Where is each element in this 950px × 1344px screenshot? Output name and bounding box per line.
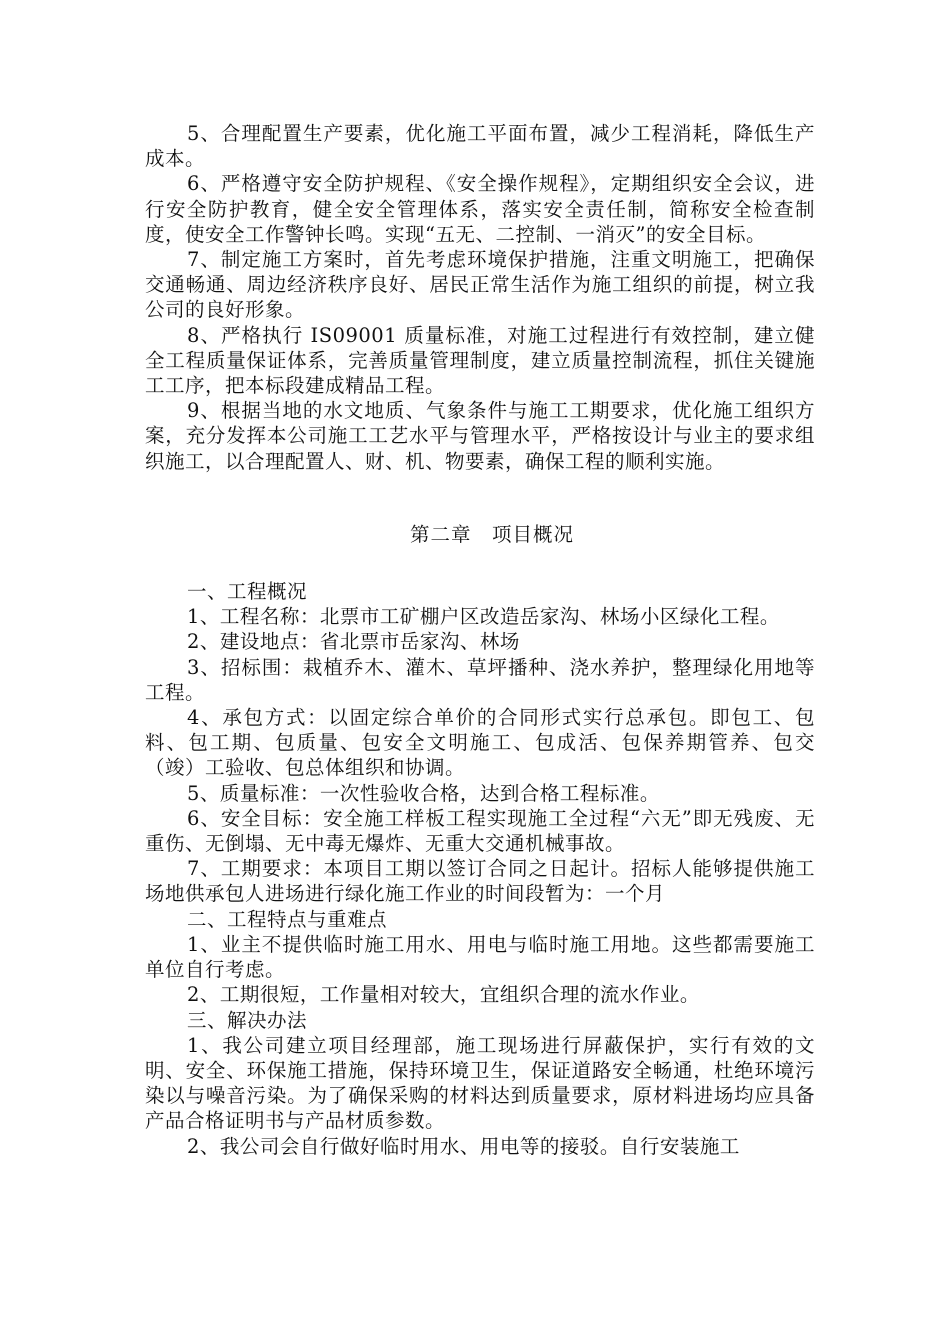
paragraph-schedule: 7、工期要求：本项目工期以签订合同之日起计。招标人能够提供施工场地供承包人进场进行绿化施工作业的时间段暂为：一个月 [145,857,815,906]
paragraph-project-name: 1、工程名称：北票市工矿棚户区改造岳家沟、林场小区绿化工程。 [187,605,780,629]
paragraph-solution-2: 2、我公司会自行做好临时用水、用电等的接驳。自行安装施工 [187,1134,740,1158]
section-heading-project-overview: 一、工程概况 [187,580,308,604]
paragraph-quality-standard: 5、质量标准：一次性验收合格，达到合格工程标准。 [187,781,660,805]
paragraph-construction-site: 2、建设地点：省北票市岳家沟、林场 [187,630,520,654]
paragraph-feature-1: 1、业主不提供临时施工用水、用电与临时施工用地。这些都需要施工单位自行考虑。 [145,932,815,982]
section-heading-features: 二、工程特点与重难点 [187,907,388,931]
paragraph-bid-scope: 3、招标围：栽植乔木、灌木、草坪播种、浇水养护，整理绿化用地等工程。 [145,655,815,704]
chapter-heading: 第二章 项目概况 [409,522,574,546]
section-heading-solutions: 三、解决办法 [187,1008,308,1032]
paragraph-safety-goal: 6、安全目标：安全施工样板工程实现施工全过程“六无”即无残废、无重伤、无倒塌、无中毒无爆炸、无重大交通机械事故。 [145,806,815,856]
paragraph-contract-method: 4、承包方式：以固定综合单价的合同形式实行总承包。即包工、包料、包工期、包质量、包安全文明施工、包成活、包保养期管养、包交（竣）工验收、包总体组织和协调。 [145,706,815,780]
paragraph-item-8: 8、严格执行 IS09001 质量标准，对施工过程进行有效控制，建立健全工程质量保证体系，完善质量管理制度，建立质量控制流程，抓住关键施工工序，把本标段建成精品工程。 [145,323,815,398]
paragraph-item-7: 7、制定施工方案时，首先考虑环境保护措施，注重文明施工，把确保交通畅通、周边经济秩序良好、居民正常生活作为施工组织的前提，树立我公司的良好形象。 [145,248,815,322]
paragraph-solution-1: 1、我公司建立项目经理部，施工现场进行屏蔽保护，实行有效的文明、安全、环保施工措施，保持环境卫生，保证道路安全畅通，杜绝环境污染以与噪音污染。为了确保采购的材料达到质量要求，原材料进场均应具备产品合格证明书与产品材质参数。 [145,1033,815,1133]
paragraph-feature-2: 2、工期很短，工作量相对较大，宜组织合理的流水作业。 [187,983,700,1007]
paragraph-item-9: 9、根据当地的水文地质、气象条件与施工工期要求，优化施工组织方案，充分发挥本公司施工工艺水平与管理水平，严格按设计与业主的要求组织施工，以合理配置人、财、机、物要素，确保工程的顺利实施。 [145,399,815,473]
paragraph-item-6: 6、严格遵守安全防护规程、《安全操作规程》，定期组织安全会议，进行安全防护教育，健全安全管理体系，落实安全责任制，简称安全检查制度，使安全工作警钟长鸣。实现“五无、二控制、一消灭”的安全目标。 [145,172,815,246]
paragraph-item-5: 5、合理配置生产要素，优化施工平面布置，减少工程消耗，降低生产成本。 [145,122,815,171]
document-page [145,121,815,1159]
